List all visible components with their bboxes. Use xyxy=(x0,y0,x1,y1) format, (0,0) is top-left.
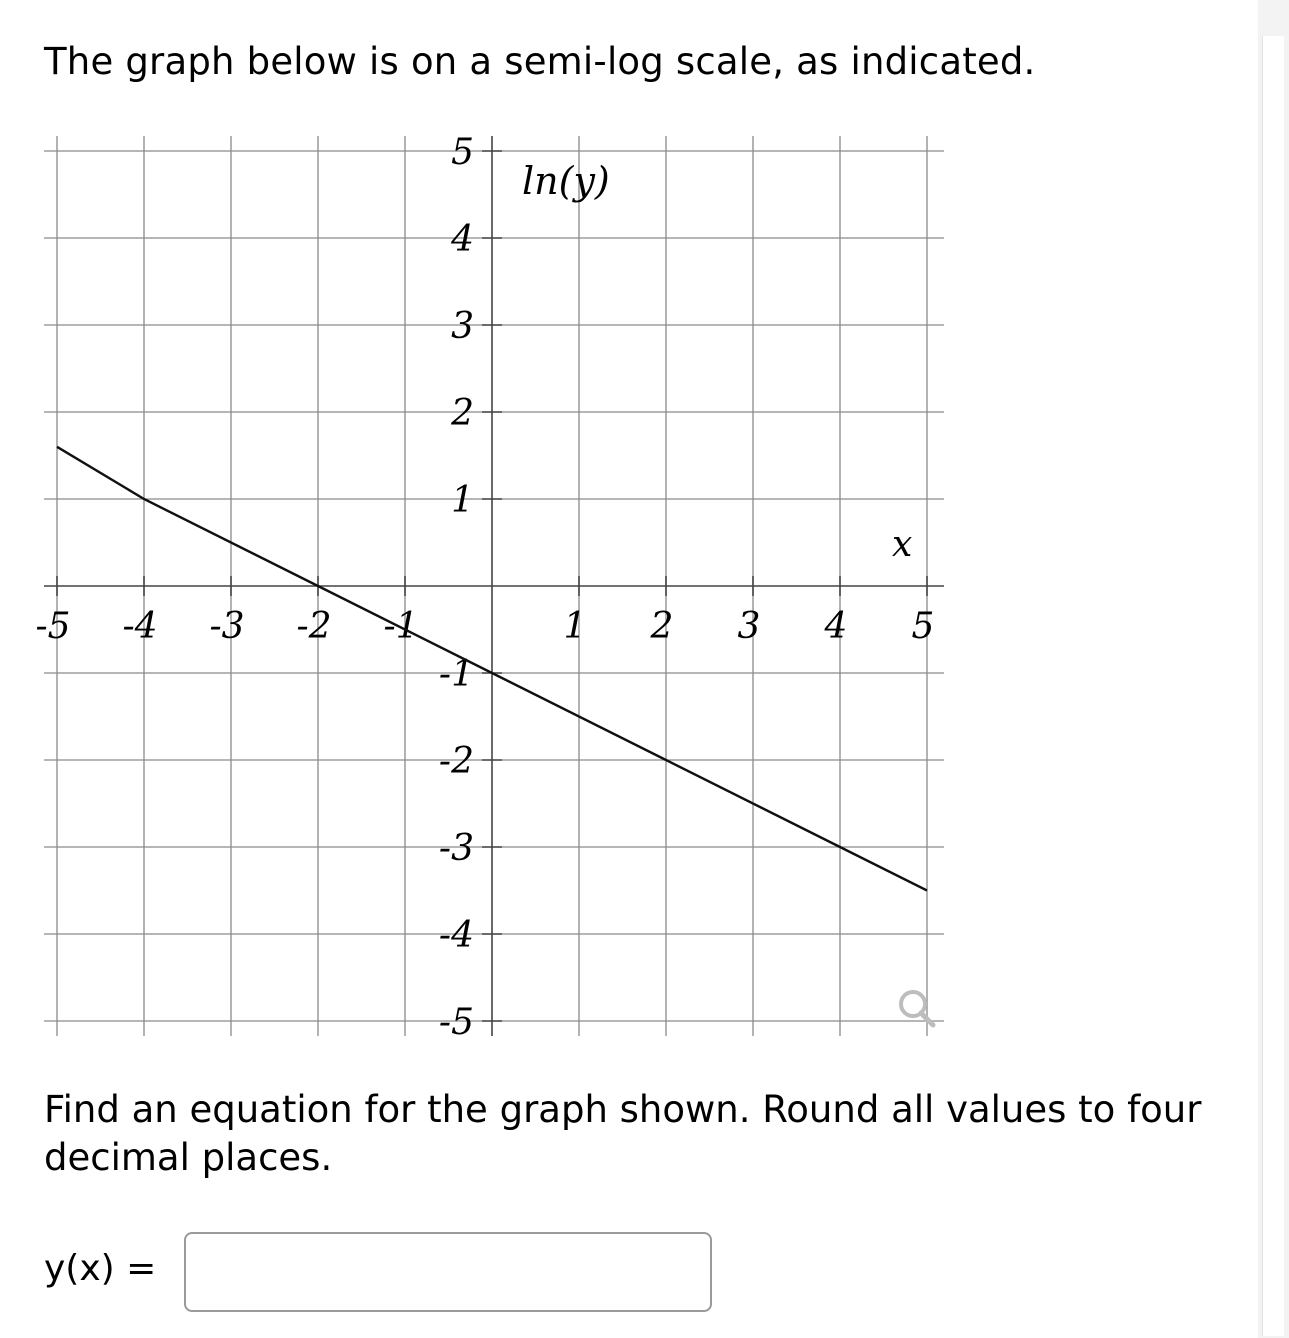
problem-prompt: The graph below is on a semi-log scale, as indicated. xyxy=(44,40,1036,83)
answer-input[interactable] xyxy=(184,1232,712,1312)
x-tick-label: 3 xyxy=(737,606,761,647)
y-tick-label: 1 xyxy=(451,480,474,521)
y-tick-label: -5 xyxy=(438,1002,474,1043)
x-tick-label: -1 xyxy=(383,606,419,647)
axis-ticks xyxy=(57,151,927,1021)
y-tick-label: -1 xyxy=(438,654,474,695)
vertical-scrollbar[interactable] xyxy=(1258,0,1289,1338)
y-tick-label: -2 xyxy=(438,741,474,782)
y-tick-label: -3 xyxy=(438,828,474,869)
x-tick-label: -2 xyxy=(296,606,332,647)
magnifier-icon[interactable] xyxy=(901,992,933,1025)
answer-label-text: y(x) = xyxy=(44,1248,157,1289)
x-tick-label: -4 xyxy=(122,606,158,647)
x-tick-labels xyxy=(35,606,934,647)
x-tick-label: -3 xyxy=(209,606,245,647)
x-tick-label: 2 xyxy=(650,606,674,647)
y-tick-label: -4 xyxy=(438,915,474,956)
answer-label xyxy=(44,1248,156,1289)
y-tick-label: 2 xyxy=(451,393,474,434)
x-tick-label: 4 xyxy=(824,606,848,647)
x-tick-label: 1 xyxy=(563,606,587,647)
scrollbar-thumb[interactable] xyxy=(1262,36,1284,1336)
series-lines xyxy=(57,447,927,891)
y-tick-label: 5 xyxy=(451,132,474,173)
axes xyxy=(44,136,944,1036)
x-axis-label: x xyxy=(892,524,913,565)
question-text: Find an equation for the graph shown. Round all values to four decimal places. xyxy=(44,1088,1202,1179)
y-tick-labels xyxy=(439,132,474,1043)
x-tick-label: -5 xyxy=(35,606,71,647)
y-tick-label: 4 xyxy=(451,219,474,260)
data-line xyxy=(57,447,927,891)
y-tick-label: 3 xyxy=(451,306,474,347)
x-tick-label: 5 xyxy=(911,606,935,647)
y-axis-label: ln(y) xyxy=(522,159,610,203)
grid-lines xyxy=(44,136,944,1036)
